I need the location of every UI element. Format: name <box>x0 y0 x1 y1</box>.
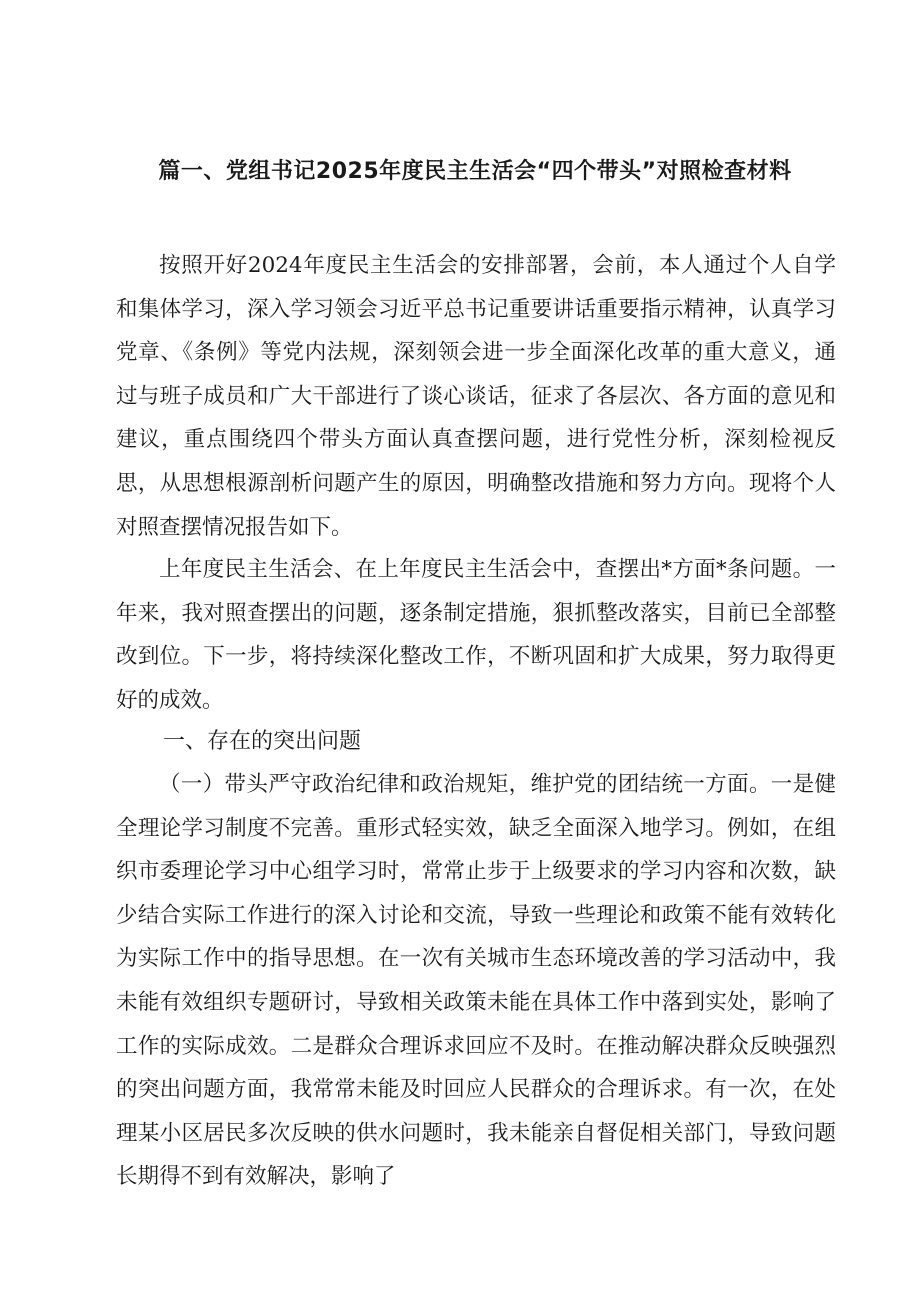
document-title: 篇一、党组书记2025年度民主生活会“四个带头”对照检查材料 <box>158 159 792 184</box>
body-paragraph-last-year <box>116 548 836 722</box>
paragraph-text: 按照开好2024年度民主生活会的安排部署，会前，本人通过个人自学和集体学习，深入学习领会习近平总书记重要讲话重要指示精神，认真学习党章、《条例》等党内法规，深刻领会进一步全面深化改革的重大意义，通过与班子成员和广大干部进行了谈心谈话，征求了各层次、各方面的意见和建议，重点围绕四个带头方面认真查摆问题，进行党性分析，深刻检视反思，从思想根源剖析问题产生的原因，明确整改措施和努力方向。现将个人对照查摆情况报告如下。 <box>116 253 836 540</box>
paragraph-text: （一）带头严守政治纪律和政治规矩，维护党的团结统一方面。一是健全理论学习制度不完善。重形式轻实效，缺乏全面深入地学习。例如，在组织市委理论学习中心组学习时，常常止步于上级要求的学习内容和次数，缺少结合实际工作进行的深入讨论和交流，导致一些理论和政策不能有效转化为实际工作中的指导思想。在一次有关城市生态环境改善的学习活动中，我未能有效组织专题研讨，导致相关政策未能在具体工作中落到实处，影响了工作的实际成效。二是群众合理诉求回应不及时。在推动解决群众反映强烈的突出问题方面，我常常未能及时回应人民群众的合理诉求。有一次，在处理某小区居民多次反映的供水问题时，我未能亲自督促相关部门，导致问题长期得不到有效解决，影响了 <box>116 772 836 1190</box>
paragraph-text: 上年度民主生活会、在上年度民主生活会中，查摆出*方面*条问题。一年来，我对照查摆出的问题，逐条制定措施，狠抓整改落实，目前已全部整改到位。下一步，将持续深化整改工作，不断巩固和扩大成果，努力取得更好的成效。 <box>116 557 836 713</box>
body-paragraph-intro <box>116 244 836 549</box>
section-heading: 一、存在的突出问题 <box>163 729 362 754</box>
body-paragraph-section-1 <box>116 763 836 1199</box>
